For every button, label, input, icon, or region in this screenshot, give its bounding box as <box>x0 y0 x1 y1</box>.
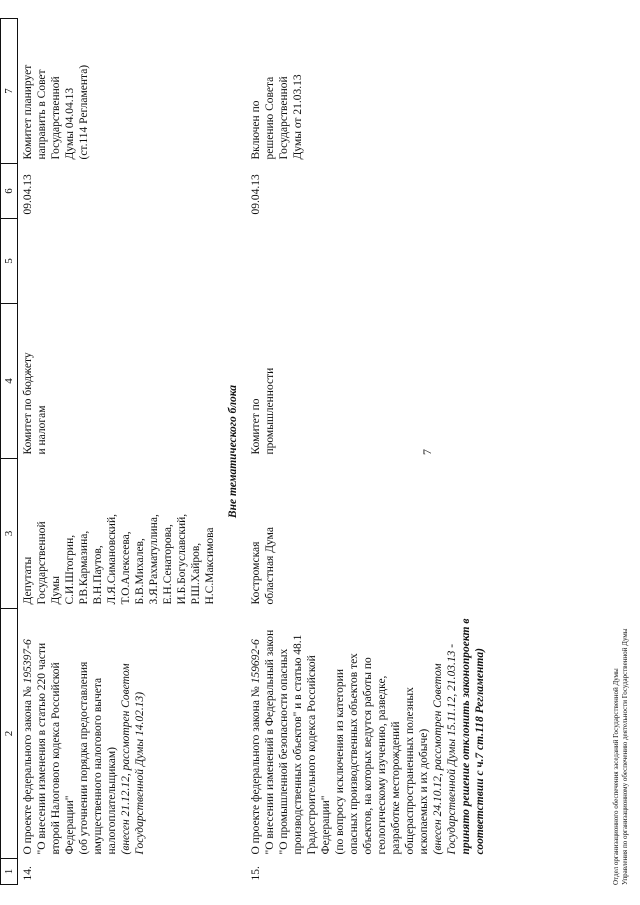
author-line: З.Я.Рахматуллина, <box>148 514 160 605</box>
note-line: направить в Совет <box>36 69 48 160</box>
header-row <box>1 19 18 885</box>
description-text: второй Налогового кодекса Российской <box>50 662 62 855</box>
author-line: Н.С.Максимова <box>204 527 216 605</box>
description-italic: (внесен 21.12.12, рассмотрен Советом <box>120 663 132 855</box>
note-line: Комитет планирует <box>22 64 34 160</box>
description-line <box>263 613 277 855</box>
description-line <box>319 613 333 855</box>
description-line <box>333 613 347 855</box>
author-line: И.Б.Богуславский, <box>176 513 188 605</box>
description-italic: Государственной Думы 14.02.13) <box>134 691 146 855</box>
description-bold-italic: соответствии с ч.7 ст.118 Регламента) <box>474 648 486 855</box>
description-text: производственных объектов" и в статью 48.1 <box>292 634 304 855</box>
description-text: имущественного налогового вычета <box>92 677 104 855</box>
description-text: (по вопросу исключения из категории <box>334 669 346 855</box>
header-cell: 6 <box>1 164 18 219</box>
description-text: налогоплательщикам) <box>106 747 118 855</box>
description-line <box>389 613 403 855</box>
description-text: О проекте федерального закона № <box>22 683 34 855</box>
description-text: (об уточнении порядка предоставления <box>78 661 90 855</box>
description-text: общераспространенных полезных <box>404 687 416 855</box>
description-line <box>249 613 263 855</box>
note-cell <box>18 19 224 164</box>
committee <box>18 304 224 459</box>
description-text: "О внесении изменений в Федеральный закон <box>264 629 276 855</box>
description-italic: 195397-6 <box>22 639 34 684</box>
description-line <box>291 613 305 855</box>
note-cell <box>246 19 493 164</box>
author-line: Костромская <box>250 541 262 605</box>
description-line <box>277 613 291 855</box>
description-line <box>417 613 431 855</box>
description-line <box>459 613 473 855</box>
note-line: Думы 04.04.13 <box>64 87 76 160</box>
header-cell: 7 <box>1 19 18 164</box>
author-line: Т.О.Алексеева, <box>120 531 132 605</box>
item-number: 14. <box>22 866 34 881</box>
author-line: В.Н.Паутов, <box>92 545 104 605</box>
description-line <box>133 613 147 855</box>
author-line: Р.В.Кармазина, <box>78 530 90 605</box>
description-line <box>445 613 459 855</box>
date-cell: 09.04.13 <box>250 174 262 215</box>
column-5 <box>246 219 493 304</box>
committee-line: Комитет по бюджету <box>22 352 34 455</box>
description-line <box>105 613 119 855</box>
description-text: геологическому изучению, разведке, <box>376 675 388 855</box>
description-italic: (внесен 24.10.12, рассмотрен Советом <box>432 663 444 855</box>
description-line <box>35 613 49 855</box>
column-5 <box>18 219 224 304</box>
block-title: Вне тематического блока <box>227 384 239 519</box>
description-line <box>21 613 35 855</box>
header-cell: 5 <box>1 219 18 304</box>
committee <box>246 304 493 459</box>
author-line: Е.Н.Сенаторова, <box>162 524 174 605</box>
description-italic: Государственной Думы 15.11.12, 21.03.13 - <box>446 643 458 855</box>
note-line: Думы от 21.03.13 <box>292 74 304 160</box>
description-text: "О внесении изменения в статью 220 части <box>36 642 48 855</box>
bill-author <box>18 459 224 609</box>
description-italic: 159692-6 <box>250 639 262 684</box>
author-line: Р.Ш.Хайров, <box>190 542 202 605</box>
description-line <box>119 613 133 855</box>
description-text: "О промышленной безопасности опасных <box>278 648 290 855</box>
block-title-row <box>223 19 246 885</box>
description-line <box>77 613 91 855</box>
footer-line: Отдел организационного обеспечения заседаний Государственной Думы <box>612 668 620 885</box>
header-cell: 1 <box>1 859 18 885</box>
description-line <box>403 613 417 855</box>
bill-description <box>18 609 224 859</box>
footer-line: Управления по организационному обеспечению деятельности Государственной Думы <box>621 628 629 885</box>
page-number: 7 <box>420 449 434 455</box>
description-line <box>49 613 63 855</box>
note-line: (ст.114 Регламента) <box>78 64 90 160</box>
description-text: объектов, на которых ведутся работы по <box>362 657 374 855</box>
author-line: Депутаты <box>22 556 34 605</box>
description-line <box>63 613 77 855</box>
header-cell: 4 <box>1 304 18 459</box>
description-text: Градостроительного кодекса Российской <box>306 655 318 855</box>
description-line <box>431 613 445 855</box>
header-cell: 2 <box>1 609 18 859</box>
description-text: ископаемых и их добыче) <box>418 728 430 855</box>
bill-description <box>246 609 493 859</box>
table-row <box>246 19 493 885</box>
description-text: опасных производственных объектов тех <box>348 653 360 855</box>
description-text: Федерации" <box>320 795 332 855</box>
committee-line: и налогам <box>36 405 48 455</box>
note-line: Государственной <box>50 76 62 160</box>
author-line: Л.Я.Симановский, <box>106 514 118 605</box>
note-line: решению Совета <box>264 76 276 160</box>
agenda-table <box>0 18 493 885</box>
description-text: разработке месторождений <box>390 721 402 855</box>
table-row <box>18 19 224 885</box>
description-line <box>473 613 487 855</box>
date-cell: 09.04.13 <box>22 174 34 215</box>
bill-author <box>246 459 493 609</box>
note-line: Включен по <box>250 100 262 160</box>
footer <box>612 629 630 885</box>
author-line: С.И.Штогрин, <box>64 534 76 605</box>
description-text: О проекте федерального закона № <box>250 683 262 855</box>
description-line <box>375 613 389 855</box>
description-line <box>305 613 319 855</box>
description-line <box>361 613 375 855</box>
description-line <box>91 613 105 855</box>
author-line: областная Дума <box>264 527 276 605</box>
committee-line: Комитет по <box>250 398 262 455</box>
description-bold-italic: принято решение отклонить законопроект в <box>460 618 472 855</box>
header-cell: 3 <box>1 459 18 609</box>
author-line: Думы <box>50 576 62 605</box>
committee-line: промышленности <box>264 367 276 455</box>
note-line: Государственной <box>278 76 290 160</box>
description-line <box>347 613 361 855</box>
author-line: Б.В.Михалев, <box>134 538 146 605</box>
description-text: Федерации" <box>64 795 76 855</box>
author-line: Государственной <box>36 521 48 605</box>
item-number: 15. <box>250 866 262 881</box>
